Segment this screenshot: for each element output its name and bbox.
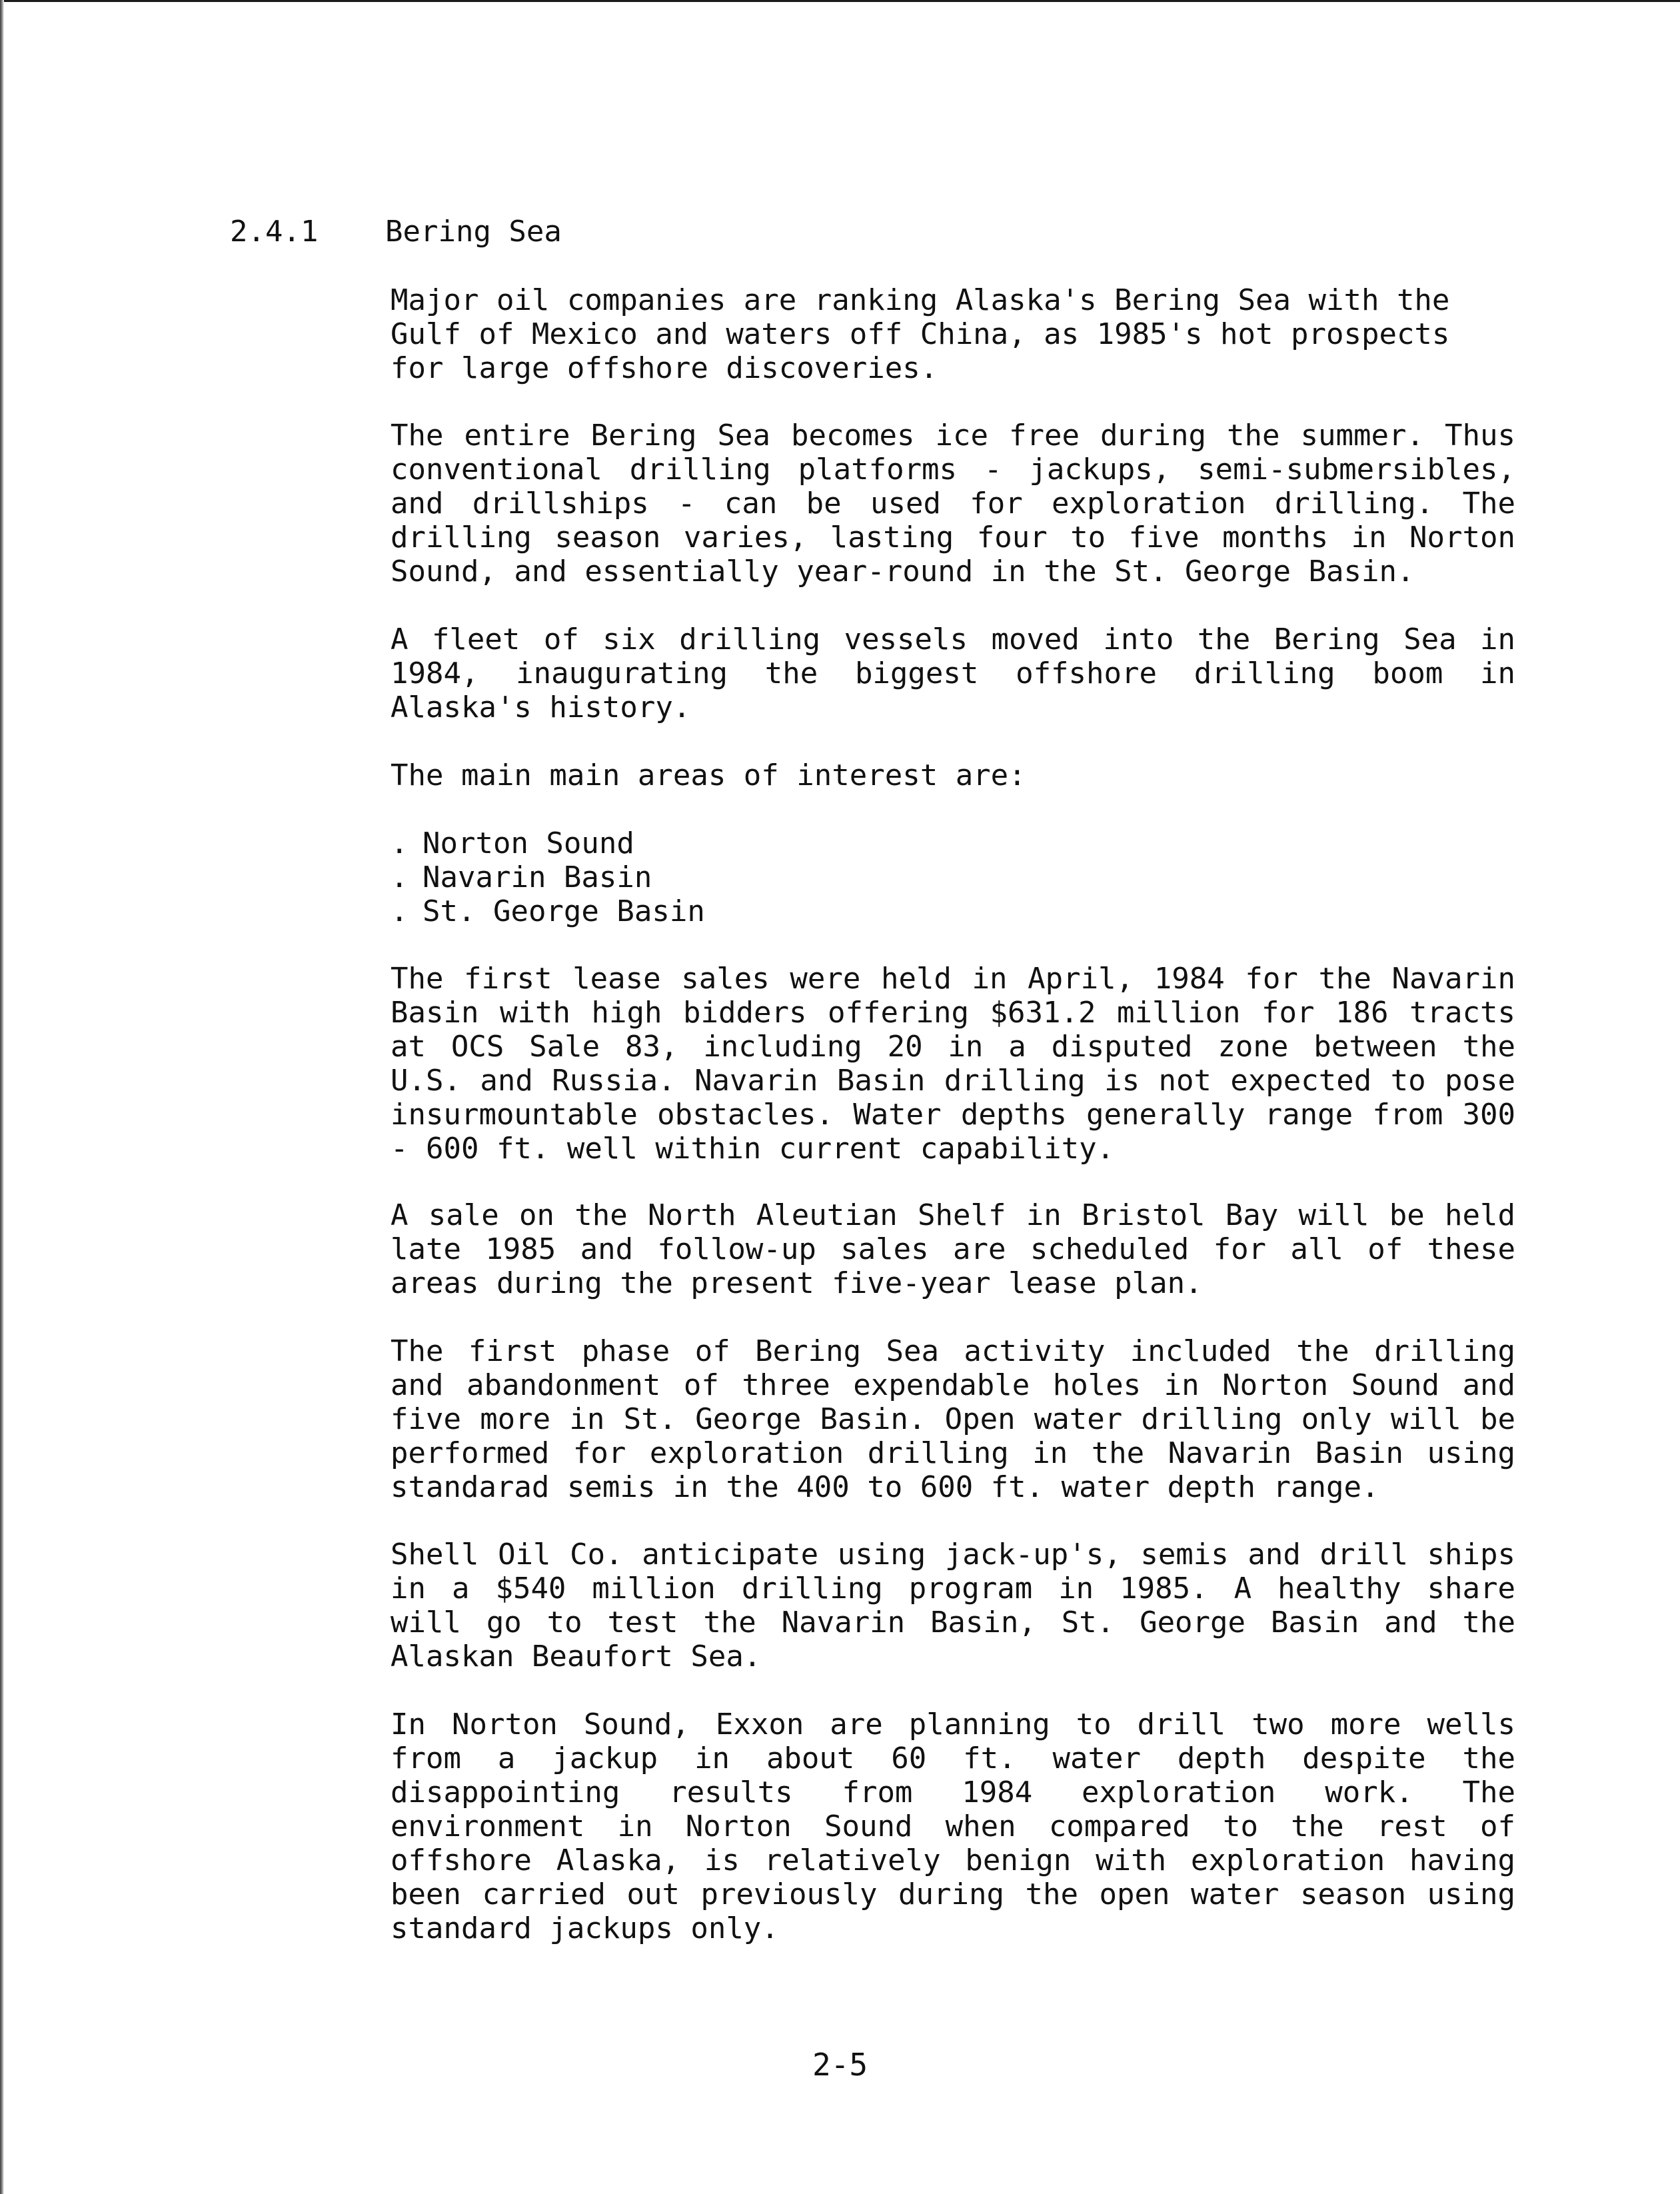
paragraph-lease-sales: The first lease sales were held in April, 1984 for the Navarin Basin with high bidders offering $631.2 million for 186 tracts at OCS Sale 83, including 20 in a disputed zone between the U.S. and Russia. Navarin Basin drilling is not expected to pose insurmountable obstacles. Water depths generally range from 300 - 600 ft. well within current capability. (391, 962, 1515, 1166)
page-number: 2-5 (812, 2047, 868, 2083)
paragraph-first-phase: The first phase of Bering Sea activity included the drilling and abandonment of three expendable holes in Norton Sound and five more in St. George Basin. Open water drilling only will be performed for exploration drilling in the Navarin Basin using standarad semis in the 400 to 600 ft. water depth range. (391, 1334, 1515, 1504)
bullet-marker: . (391, 826, 409, 860)
paragraph-intro: Major oil companies are ranking Alaska's Bering Sea with the Gulf of Mexico and waters off China, as 1985's hot prospects for large offshore discoveries. (391, 283, 1450, 385)
bullet-marker: . (391, 860, 409, 894)
paragraph-fleet: A fleet of six drilling vessels moved into the Bering Sea in 1984, inaugurating the biggest offshore drilling boom in Alaska's history. (391, 622, 1515, 724)
paragraph-shell-program: Shell Oil Co. anticipate using jack-up's, semis and drill ships in a $540 million drilling program in 1985. A healthy share will go to test the Navarin Basin, St. George Basin and the Alaskan Beaufort Sea. (391, 1538, 1515, 1673)
section-title: Bering Sea (385, 215, 562, 249)
area-label: Navarin Basin (422, 860, 652, 894)
list-item (391, 860, 705, 894)
areas-list (391, 826, 705, 928)
section-number: 2.4.1 (230, 215, 319, 249)
list-item (391, 894, 705, 928)
paragraph-norton-sound: In Norton Sound, Exxon are planning to drill two more wells from a jackup in about 60 ft. water depth despite the disappointing results from 1984 exploration work. The environment in Norton Sound when compared to the rest of offshore Alaska, is relatively benign with exploration having been carried out previously during the open water season using standard jackups only. (391, 1707, 1515, 1945)
list-item (391, 826, 705, 860)
left-scan-edge (0, 0, 4, 2194)
paragraph-ice-free: The entire Bering Sea becomes ice free during the summer. Thus conventional drilling platforms - jackups, semi-submersibles, and drillships - can be used for exploration drilling. The drilling season varies, lasting four to five months in Norton Sound, and essentially year-round in the St. George Basin. (391, 419, 1515, 588)
paragraph-aleutian-sale: A sale on the North Aleutian Shelf in Bristol Bay will be held late 1985 and follow-up sales are scheduled for all of these areas during the present five-year lease plan. (391, 1198, 1515, 1300)
area-label: St. George Basin (422, 894, 705, 928)
area-label: Norton Sound (422, 826, 634, 860)
bullet-marker: . (391, 894, 409, 928)
top-scan-edge (0, 0, 1680, 2)
paragraph-areas-intro: The main main areas of interest are: (391, 758, 1026, 792)
